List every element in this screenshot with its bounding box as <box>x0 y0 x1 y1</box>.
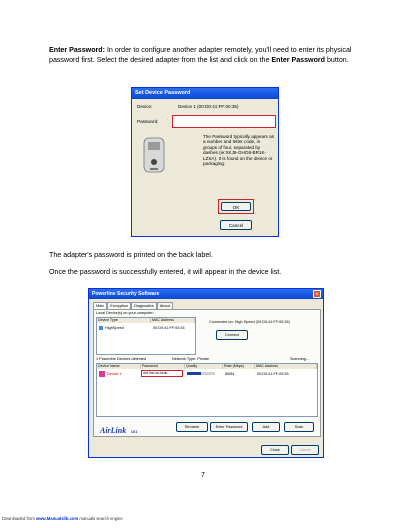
page-number: 7 <box>201 472 205 479</box>
network-type: Network Type: Private <box>172 357 210 361</box>
footer <box>2 516 123 521</box>
cancel-button[interactable]: Cancel <box>220 220 252 230</box>
column-header: Quality <box>185 364 223 369</box>
column-header: Device Name <box>97 364 141 369</box>
cancel-button[interactable]: Cancel <box>291 445 319 455</box>
adapter-illustration-icon <box>140 135 170 175</box>
main-panel <box>93 309 321 437</box>
set-device-password-dialog <box>131 87 279 237</box>
local-devices-table <box>96 317 196 355</box>
intro-text-1: In order to configure another adapter remotely, you'll need to enter its physical password first. Select the desired adapter from the list and click on the <box>49 46 352 64</box>
scanning-status: Scanning... <box>290 357 309 361</box>
column-header: MAC Address <box>255 364 317 369</box>
remote-device-name[interactable]: Device 1 <box>107 372 122 376</box>
device-icon <box>99 326 103 330</box>
footer-prefix: Downloaded from <box>2 516 36 521</box>
remote-devices-table <box>96 363 318 417</box>
tab-about[interactable]: About <box>157 302 173 309</box>
dialog-title: Powerline Security Software <box>89 289 323 299</box>
column-header: Rate (Mbps) <box>223 364 255 369</box>
tab-encryption[interactable]: Encryption <box>107 302 131 309</box>
rename-button[interactable]: Rename <box>176 422 208 432</box>
close-window-icon[interactable]: × <box>313 290 321 298</box>
column-header: Password <box>141 364 185 369</box>
enter-password-button[interactable]: Enter Password <box>210 422 248 432</box>
password-label: Password: <box>137 119 159 124</box>
password-input[interactable] <box>172 115 276 128</box>
local-devices-header: Local Device(s) on your computer: <box>96 311 154 315</box>
column-header: Device Type <box>97 318 151 323</box>
tab-diagnostics[interactable]: Diagnostics <box>131 302 157 309</box>
dialog-title: Set Device Password <box>132 88 278 99</box>
local-device-type[interactable]: HighSpeed <box>105 326 124 330</box>
column-header: MAC Address <box>151 318 195 323</box>
device-label: Device: <box>137 104 153 109</box>
connected-status: Connected on: High Speed (00:D0:41:FF:00:34) <box>209 320 290 324</box>
airlink-logo <box>100 420 137 438</box>
scan-button[interactable]: Scan <box>284 422 314 432</box>
quality-bar-fill <box>187 372 201 375</box>
caption-password-entered: Once the password is successfully entered, it will appear in the device list. <box>49 268 282 276</box>
remote-device-icon <box>99 371 105 377</box>
remote-device-mac: 00:D0:41:FF:00:35 <box>257 372 289 376</box>
remote-device-password[interactable]: xkrt-ihsi-cm-bkdu... <box>143 371 170 375</box>
add-button[interactable]: Add <box>252 422 280 432</box>
logo-sub: 101 <box>130 429 138 434</box>
intro-paragraph <box>49 45 364 65</box>
quality-bar <box>187 372 215 375</box>
local-device-mac[interactable]: 00:D0:41:FF:00:34 <box>153 326 185 330</box>
powerline-security-dialog <box>88 288 324 458</box>
ok-highlight <box>218 199 254 214</box>
footer-suffix: manuals search engine <box>78 516 123 521</box>
ok-button[interactable]: OK <box>221 202 251 211</box>
connect-button[interactable]: Connect <box>216 330 248 340</box>
caption-password-label: The adapter's password is printed on the back label. <box>49 251 213 259</box>
tab-bar <box>93 302 173 309</box>
intro-text-2: button. <box>325 56 349 64</box>
remote-device-rate: 85/84 <box>225 372 235 376</box>
intro-enter-password: Enter Password <box>271 56 326 64</box>
logo-text: AirLink <box>100 426 127 435</box>
footer-link[interactable]: www.Manualslib.com <box>35 516 79 521</box>
close-button[interactable]: Close <box>261 445 289 455</box>
password-hint: The Password typically appears as a number and letter code, in groups of four, separated by dashes (ie:XKJ5-GHO8-BR1K-LZSA). It is found on the device or packaging. <box>203 134 274 167</box>
tab-main[interactable]: Main <box>93 302 107 309</box>
device-value: Device 1 (00:D0:41:FF:00:35) <box>178 104 239 109</box>
remote-password-highlight <box>141 370 183 377</box>
intro-heading: Enter Password: <box>49 46 105 54</box>
devices-detected: 1 Powerline Devices detected <box>96 357 147 361</box>
